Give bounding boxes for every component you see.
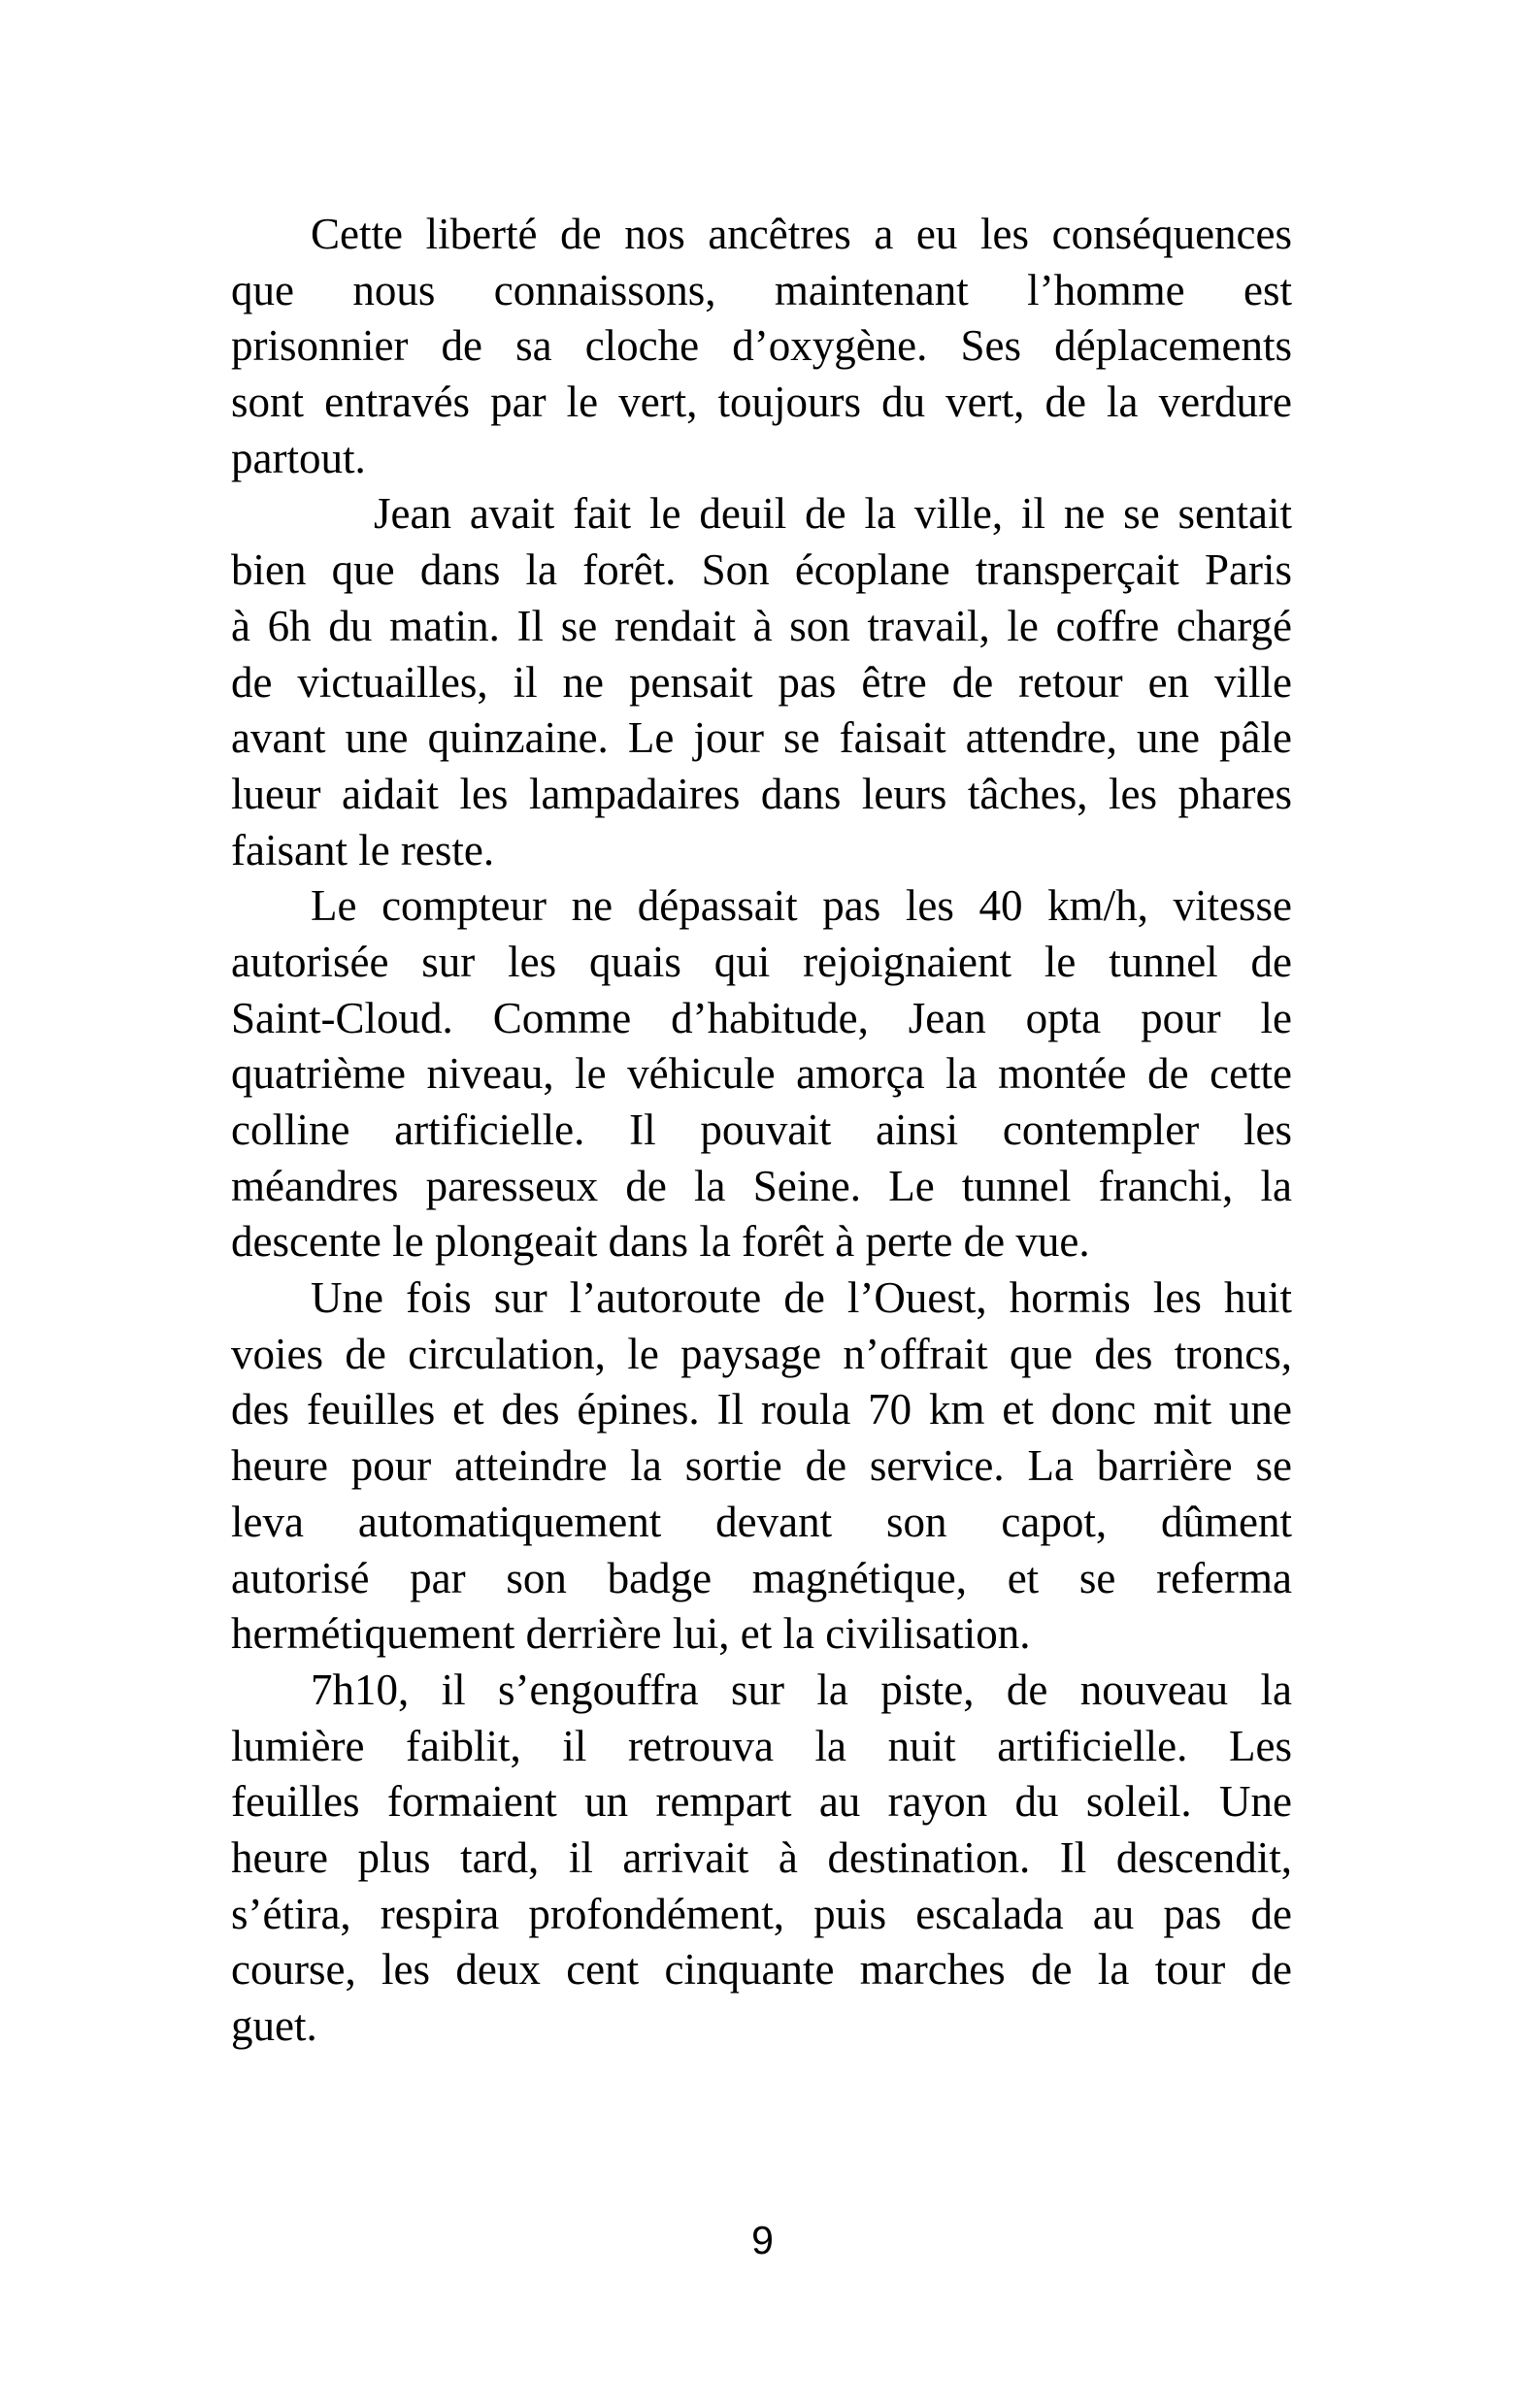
- text-line: faisant le reste.: [231, 825, 495, 874]
- paragraph: [231, 878, 1292, 1270]
- text-line: sont entravés par le vert, toujours du vert, de la verdure: [231, 378, 1292, 427]
- text-line: quatrième niveau, le véhicule amorça la montée de cette: [231, 1049, 1292, 1099]
- text-line: que nous connaissons, maintenant l’homme est: [231, 265, 1292, 314]
- text-line: Jean avait fait le deuil de la ville, il ne se sentait: [374, 489, 1292, 539]
- text-line: Une fois sur l’autoroute de l’Ouest, hormis les huit: [311, 1273, 1292, 1323]
- text-line: hermétiquement derrière lui, et la civilisation.: [231, 1609, 1031, 1659]
- text-line: leva automatiquement devant son capot, dûment: [231, 1497, 1292, 1546]
- text-line: Cette liberté de nos ancêtres a eu les conséquences: [311, 210, 1292, 258]
- text-line: feuilles formaient un rempart au rayon du soleil. Une: [231, 1777, 1292, 1827]
- text-line: descente le plongeait dans la forêt à perte de vue.: [231, 1217, 1090, 1267]
- body-text: [231, 207, 1292, 2055]
- text-line: des feuilles et des épines. Il roula 70 km et donc mit une: [231, 1385, 1292, 1435]
- text-line: guet.: [231, 2001, 317, 2050]
- text-line: méandres paresseux de la Seine. Le tunnel franchi, la: [231, 1161, 1292, 1210]
- text-line: autorisée sur les quais qui rejoignaient le tunnel de: [231, 937, 1292, 986]
- paragraph: [231, 1663, 1292, 2055]
- text-line: course, les deux cent cinquante marches de la tour de: [231, 1945, 1292, 1995]
- text-line: heure pour atteindre la sortie de service. La barrière se: [231, 1441, 1292, 1491]
- text-line: voies de circulation, le paysage n’offrait que des troncs,: [231, 1329, 1292, 1378]
- text-line: à 6h du matin. Il se rendait à son travail, le coffre chargé: [231, 601, 1292, 650]
- text-line: de victuailles, il ne pensait pas être de retour en ville: [231, 657, 1292, 707]
- text-line: lueur aidait les lampadaires dans leurs tâches, les phares: [231, 769, 1292, 818]
- text-line: prisonnier de sa cloche d’oxygène. Ses déplacements: [231, 321, 1292, 371]
- paragraph: [231, 1270, 1292, 1663]
- text-line: s’étira, respira profondément, puis escalada au pas de: [231, 1889, 1292, 1938]
- paragraph: [231, 486, 1292, 878]
- text-line: bien que dans la forêt. Son écoplane transperçait Paris: [231, 545, 1292, 595]
- text-line: Le compteur ne dépassait pas les 40 km/h, vitesse: [311, 881, 1292, 931]
- text-line: 7h10, il s’engouffra sur la piste, de nouveau la: [311, 1665, 1292, 1714]
- text-line: heure plus tard, il arrivait à destination. Il descendit,: [231, 1832, 1292, 1882]
- page-number: 9: [751, 2218, 774, 2262]
- text-line: partout.: [231, 433, 366, 482]
- text-line: lumière faiblit, il retrouva la nuit artificielle. Les: [231, 1721, 1292, 1770]
- text-line: colline artificielle. Il pouvait ainsi contempler les: [231, 1105, 1292, 1154]
- text-line: avant une quinzaine. Le jour se faisait attendre, une pâle: [231, 713, 1292, 763]
- text-line: autorisé par son badge magnétique, et se referma: [231, 1553, 1292, 1602]
- text-line: Saint-Cloud. Comme d’habitude, Jean opta pour le: [231, 993, 1292, 1042]
- paragraph: [231, 207, 1292, 486]
